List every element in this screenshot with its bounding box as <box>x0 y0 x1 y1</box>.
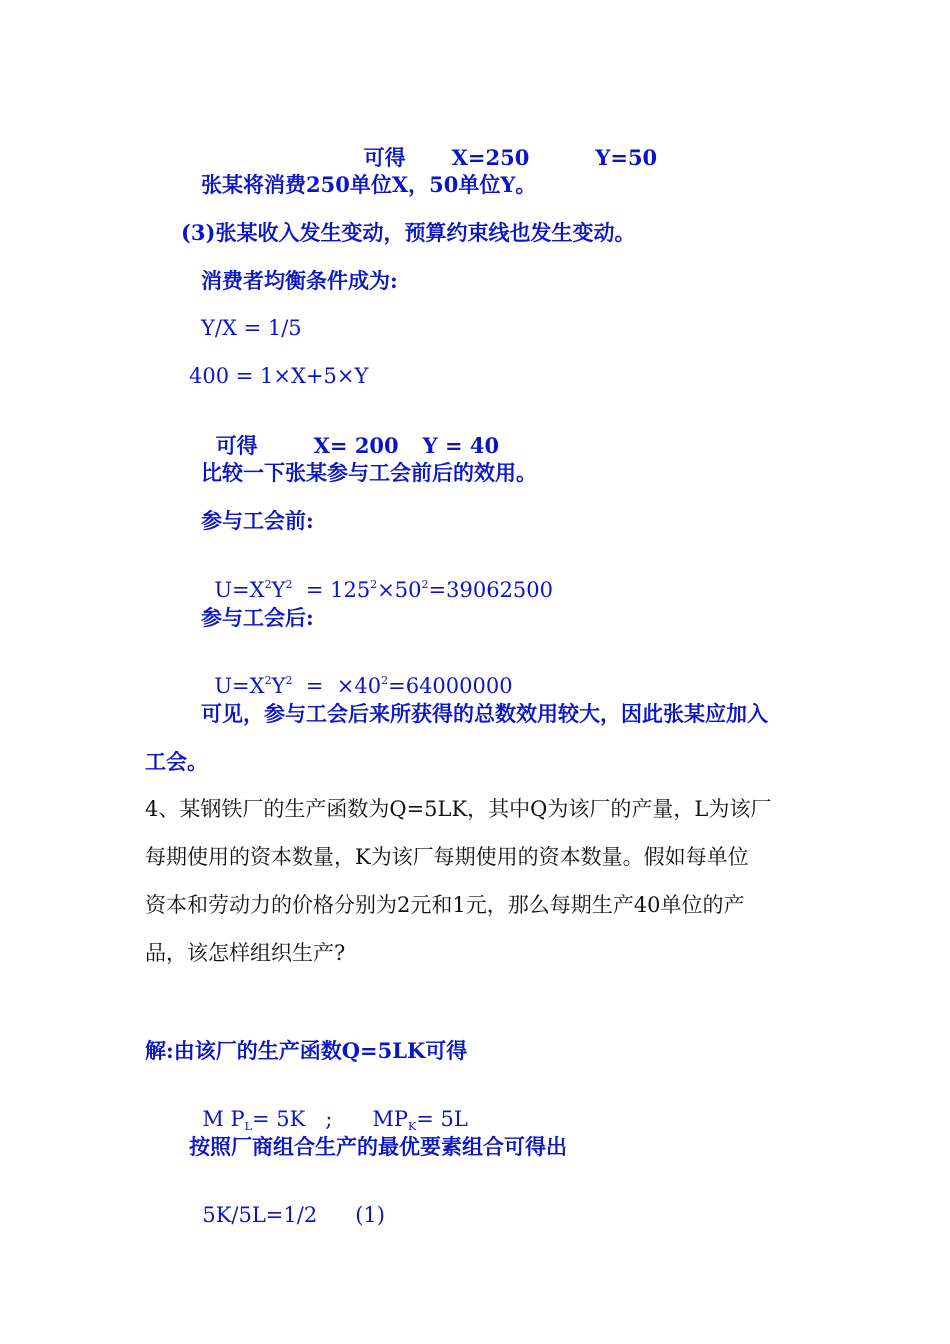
formula-part: ×50 <box>377 578 422 602</box>
exponent: 2 <box>285 578 293 591</box>
answer4-rule: 按照厂商组合生产的最优要素组合可得出 <box>189 1134 567 1159</box>
exponent: 2 <box>421 578 429 591</box>
subscript: K <box>408 1120 417 1133</box>
exponent: 2 <box>264 578 272 591</box>
mp-k-label: MP <box>372 1107 409 1131</box>
formula-part: U=X <box>214 578 265 602</box>
after-formula <box>201 655 513 697</box>
formula-part: =64000000 <box>388 674 513 698</box>
exponent: 2 <box>381 674 389 687</box>
question4-line1: 4、某钢铁厂的生产函数为Q=5LK，其中Q为该厂的产量，L为该厂 <box>145 797 772 821</box>
formula-part: = 125 <box>292 578 371 602</box>
subscript: L <box>244 1120 252 1133</box>
part3-heading: (3)张某收入发生变动，预算约束线也发生变动。 <box>181 220 636 245</box>
answer4-equation1 <box>189 1184 385 1226</box>
result-line-2 <box>201 414 499 456</box>
equation-tag: (1) <box>355 1203 385 1227</box>
conclusion-part2: 张某将消费250单位X，50单位Y。 <box>201 172 537 197</box>
result-label: 可得 <box>363 145 406 170</box>
formula-part: Y <box>271 674 286 698</box>
result-y-2: Y = 40 <box>422 433 500 458</box>
equation-budget: 400 = 1×X+5×Y <box>189 364 369 388</box>
result-label-2: 可得 <box>215 433 258 458</box>
answer4-intro: 解:由该厂的生产函数Q=5LK可得 <box>145 1038 468 1063</box>
conclusion-part3-line1: 可见，参与工会后来所获得的总数效用较大，因此张某应加入 <box>201 701 768 726</box>
result-x-2: X= 200 <box>313 433 399 458</box>
result-x: X=250 <box>451 145 530 170</box>
formula-part: Y <box>271 578 286 602</box>
exponent: 2 <box>370 578 378 591</box>
result-line-1 <box>349 126 657 168</box>
before-label: 参与工会前: <box>201 508 314 533</box>
question4-line3: 资本和劳动力的价格分别为2元和1元，那么每期生产40单位的产 <box>145 893 745 917</box>
conclusion-part3-line2: 工会。 <box>145 749 208 774</box>
mp-l-value: = 5K <box>251 1107 306 1131</box>
mp-k-value: = 5L <box>416 1107 468 1131</box>
separator: ; <box>325 1107 333 1131</box>
exponent: 2 <box>264 674 272 687</box>
marginal-products <box>189 1088 468 1133</box>
question4-line4: 品，该怎样组织生产? <box>145 941 346 965</box>
question4-line2: 每期使用的资本数量，K为该厂每期使用的资本数量。假如每单位 <box>145 845 749 869</box>
before-formula <box>201 559 553 601</box>
after-label: 参与工会后: <box>201 605 314 630</box>
formula-part: =39062500 <box>428 578 554 602</box>
result-y: Y=50 <box>595 145 658 170</box>
formula-part: U=X <box>214 674 265 698</box>
mp-l-label: M P <box>202 1107 245 1131</box>
condition-intro: 消费者均衡条件成为: <box>201 268 398 293</box>
compare-intro: 比较一下张某参与工会前后的效用。 <box>201 460 537 485</box>
equation: 5K/5L=1/2 <box>202 1203 318 1227</box>
exponent: 2 <box>285 674 293 687</box>
formula-part: = ×40 <box>292 674 382 698</box>
equation-ratio: Y/X = 1/5 <box>201 316 302 340</box>
